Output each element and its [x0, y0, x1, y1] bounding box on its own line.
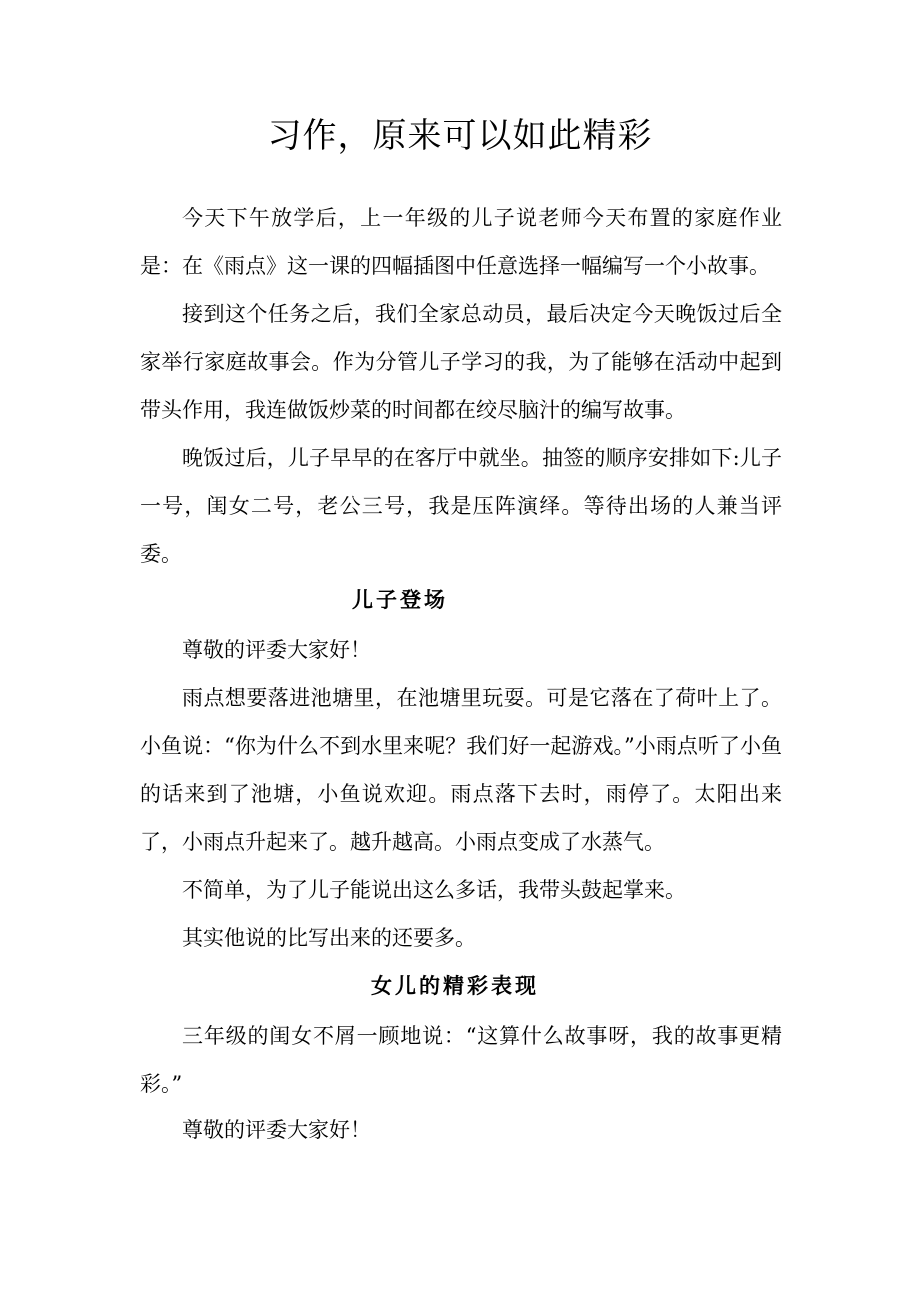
son-comment-applause: 不简单，为了儿子能说出这么多话，我带头鼓起掌来。 — [182, 878, 686, 902]
document-title: 习作，原来可以如此精彩 — [267, 116, 653, 156]
paragraph-homework: 今天下午放学后，上一年级的儿子说老师今天布置的家庭作业是：在《雨点》这一课的四幅插图中任意选择一幅编写一个小故事。 — [140, 206, 782, 278]
section-heading-son: 儿子登场 — [352, 587, 448, 612]
paragraph-order: 晚饭过后，儿子早早的在客厅中就坐。抽签的顺序安排如下:儿子一号，闺女二号，老公三号，我是压阵演绎。等待出场的人兼当评委。 — [140, 446, 782, 566]
daughter-intro: 三年级的闺女不屑一顾地说：“这算什么故事呀，我的故事更精彩。” — [140, 1024, 782, 1096]
son-greeting: 尊敬的评委大家好！ — [182, 638, 371, 662]
paragraph-family-plan: 接到这个任务之后，我们全家总动员，最后决定今天晚饭过后全家举行家庭故事会。作为分管儿子学习的我，为了能够在活动中起到带头作用，我连做饭炒菜的时间都在绞尽脑汁的编写故事。 — [140, 302, 782, 422]
son-comment-more: 其实他说的比写出来的还要多。 — [182, 926, 476, 950]
son-story: 雨点想要落进池塘里，在池塘里玩耍。可是它落在了荷叶上了。小鱼说：“你为什么不到水里来呢？我们好一起游戏。”小雨点听了小鱼的话来到了池塘，小鱼说欢迎。雨点落下去时，雨停了。太阳出来了，小雨点升起来了。越升越高。小雨点变成了水蒸气。 — [140, 686, 782, 854]
section-heading-daughter: 女儿的精彩表现 — [371, 973, 539, 998]
daughter-greeting: 尊敬的评委大家好！ — [182, 1118, 371, 1142]
